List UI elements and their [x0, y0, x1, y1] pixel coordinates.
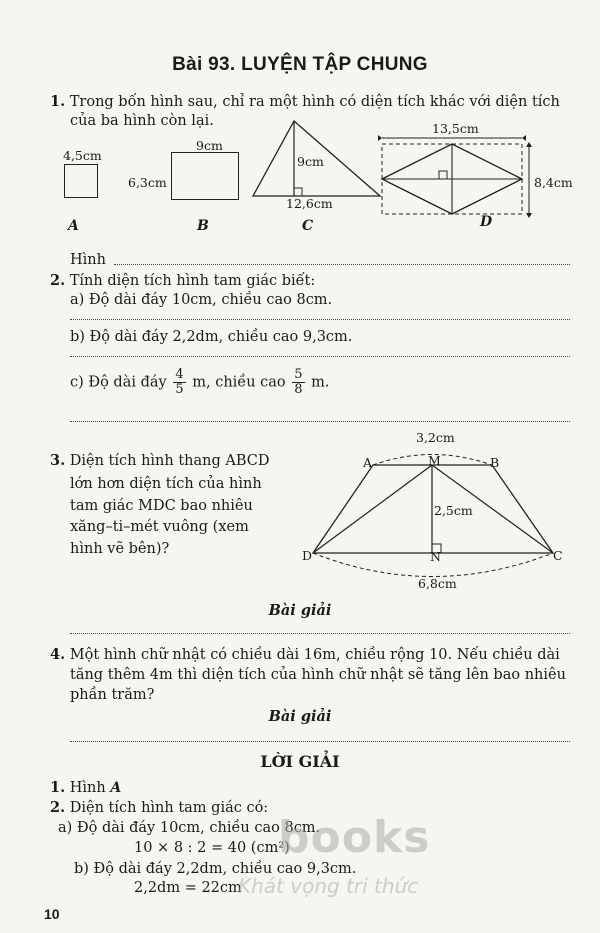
question-2c-fraction-2-den: 8: [294, 382, 303, 397]
question-2c-suffix: m.: [311, 374, 330, 391]
question-2c-answer-line[interactable]: [70, 421, 570, 422]
question-3-line-5: hình vẽ bên)?: [70, 541, 170, 557]
question-4: [50, 645, 590, 665]
vertex-b-label: B: [490, 455, 500, 470]
question-1-text-line2: của ba hình còn lại.: [70, 113, 214, 129]
question-3-answer-line[interactable]: [70, 633, 570, 634]
solution-2b: b) Độ dài đáy 2,2dm, chiều cao 9,3cm.: [74, 861, 357, 877]
question-1: [50, 92, 590, 112]
figure-a-square: [64, 164, 98, 198]
figure-d-height-arrow: [524, 142, 534, 218]
figure-d-diag1-label: 13,5cm: [432, 121, 479, 136]
question-2c-fraction-1-num: 4: [175, 367, 184, 382]
figure-b-width-label: 9cm: [196, 138, 223, 153]
question-2-text: Tính diện tích hình tam giác biết:: [69, 273, 316, 289]
question-4-line-3: phần trăm?: [70, 687, 155, 703]
question-3-line-4: xăng–ti–mét vuông (xem: [70, 519, 249, 535]
watermark-slogan: Khát vọng tri thức: [238, 874, 419, 898]
question-3-number: 3.: [50, 452, 66, 469]
figure-d-diag2-label: 8,4cm: [534, 175, 573, 190]
question-1-text-line1: Trong bốn hình sau, chỉ ra một hình có diện tích khác với diện tích: [69, 94, 560, 110]
vertex-a-label: A: [363, 455, 373, 470]
figure-a-label: A: [68, 218, 79, 234]
question-3-line-2: lớn hơn diện tích của hình: [70, 476, 262, 492]
question-3: [50, 451, 270, 471]
figure-d-label: D: [480, 214, 493, 230]
question-3-line-1: Diện tích hình thang ABCD: [69, 453, 270, 469]
question-2b-answer-line[interactable]: [70, 356, 570, 357]
figure-c-base-label: 12,6cm: [286, 196, 333, 211]
question-2c-fraction-1-den: 5: [175, 382, 184, 397]
question-1-answer-line[interactable]: [114, 264, 570, 265]
figure-c-height-label: 9cm: [297, 154, 324, 169]
vertex-m-label: M: [428, 453, 441, 468]
question-1-answer-prefix: Hình: [70, 252, 106, 268]
page-number: 10: [44, 906, 60, 922]
question-4-line-1: Một hình chữ nhật có chiều dài 16m, chiều rộng 10. Nếu chiều dài: [69, 647, 560, 663]
solution-1-text: Hình: [69, 780, 106, 796]
watermark-brand: books: [278, 812, 431, 863]
vertex-c-label: C: [553, 548, 563, 563]
solution-1: [50, 778, 121, 798]
figure-b-label: B: [197, 218, 209, 234]
trapezoid-top-label: 3,2cm: [416, 430, 455, 445]
question-4-solution-label: Bài giải: [268, 708, 332, 725]
question-4-line-2: tăng thêm 4m thì diện tích của hình chữ nhật sẽ tăng lên bao nhiêu: [70, 667, 566, 683]
vertex-n-label: N: [430, 549, 441, 564]
solution-2: [50, 798, 268, 818]
figure-c-label: C: [302, 218, 314, 234]
vertex-d-label: D: [302, 548, 313, 563]
question-1-number: 1.: [50, 93, 66, 110]
question-2-number: 2.: [50, 272, 66, 289]
solution-2a-calc: 10 × 8 : 2 = 40 (cm²): [134, 840, 290, 856]
question-4-number: 4.: [50, 646, 66, 663]
question-2a: a) Độ dài đáy 10cm, chiều cao 8cm.: [70, 292, 333, 308]
trapezoid-height-label: 2,5cm: [434, 503, 473, 518]
trapezoid-bottom-label: 6,8cm: [418, 576, 457, 591]
figure-b-height-label: 6,3cm: [128, 175, 167, 190]
solution-2b-calc: 2,2dm = 22cm: [134, 880, 242, 896]
figure-d-rhombus: [378, 130, 528, 218]
page-title: Bài 93. LUYỆN TẬP CHUNG: [172, 54, 428, 75]
figure-a-side-label: 4,5cm: [63, 148, 102, 163]
figure-b-rectangle: [171, 152, 239, 200]
question-3-solution-label: Bài giải: [268, 602, 332, 619]
question-2c-prefix: c) Độ dài đáy: [70, 374, 167, 391]
question-2b: b) Độ dài đáy 2,2dm, chiều cao 9,3cm.: [70, 329, 353, 345]
question-2c: [70, 368, 330, 397]
solution-2-text: Diện tích hình tam giác có:: [69, 800, 269, 816]
question-4-answer-line[interactable]: [70, 741, 570, 742]
question-2c-mid: m, chiều cao: [192, 374, 286, 391]
question-3-line-3: tam giác MDC bao nhiêu: [70, 498, 253, 514]
question-2a-answer-line[interactable]: [70, 319, 570, 320]
question-2: [50, 271, 315, 291]
solution-2a: a) Độ dài đáy 10cm, chiều cao 8cm.: [58, 820, 321, 836]
question-2c-fraction-2: [292, 368, 304, 397]
solution-1-number: 1.: [50, 779, 66, 796]
solution-1-figure: A: [110, 780, 122, 796]
question-2c-fraction-2-num: 5: [294, 367, 303, 382]
solutions-heading: LỜI GIẢI: [260, 752, 340, 771]
solution-2-number: 2.: [50, 799, 66, 816]
question-2c-fraction-1: [173, 368, 185, 397]
